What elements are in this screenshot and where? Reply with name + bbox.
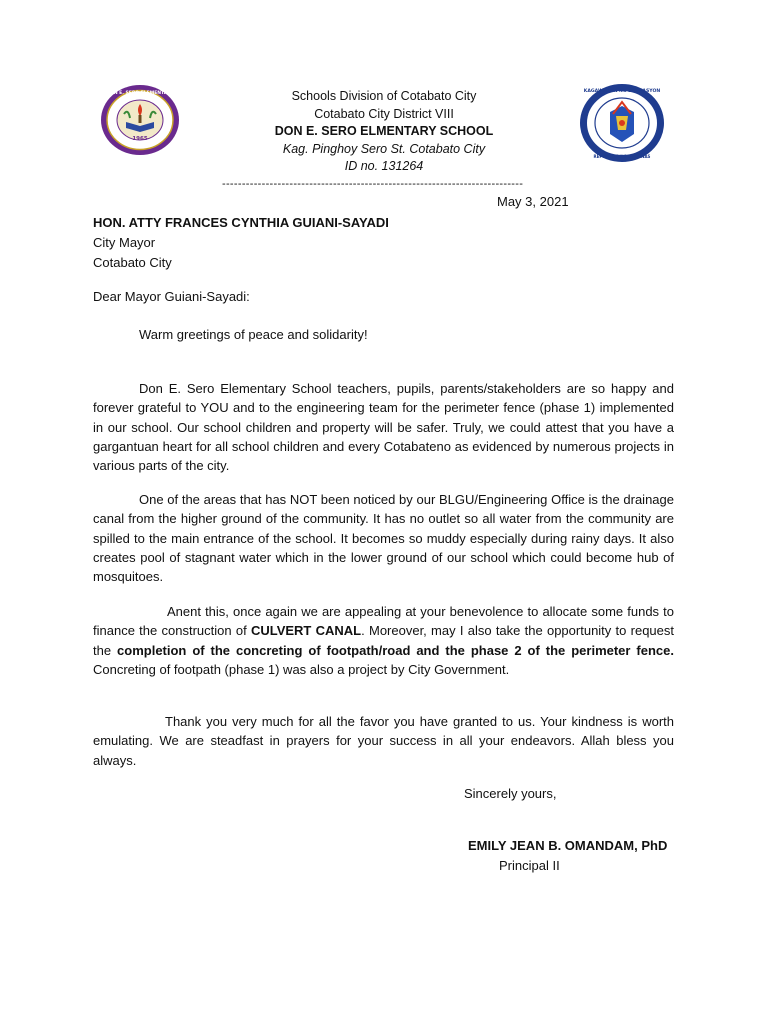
paragraph-thanks: Thank you very much for all the favor you have granted to us. Your kindness is worth emulating. We are steadfast in prayers for your success in all your endeavors. Allah bless you always. xyxy=(93,714,674,768)
letterhead-school-id: ID no. 131264 xyxy=(344,159,424,173)
deped-seal-logo xyxy=(580,84,664,162)
svg-text:DON E. SERO ELEMENTARY: DON E. SERO ELEMENTARY xyxy=(106,91,174,96)
request-text-c: . Moreover, may I also take the opportunity to request the xyxy=(93,623,675,658)
salutation: Dear Mayor Guiani-Sayadi: xyxy=(93,289,250,304)
recipient-block xyxy=(93,213,389,273)
signatory-name: EMILY JEAN B. OMANDAM, PhD xyxy=(468,838,668,853)
request-completion: completion of the concreting of footpath/road and the phase 2 of the perimeter fence. xyxy=(117,642,674,658)
signatory-title: Principal II xyxy=(499,858,560,873)
svg-text:KAGAWARAN NG EDUKASYON: KAGAWARAN NG EDUKASYON xyxy=(583,89,661,94)
seal-left-year: 1965 xyxy=(132,136,148,142)
closing: Sincerely yours, xyxy=(464,786,557,801)
letterhead-division: Schools Division of Cotabato City xyxy=(291,89,477,103)
recipient-name: HON. ATTY FRANCES CYNTHIA GUIANI-SAYADI xyxy=(93,215,389,230)
letter-date: May 3, 2021 xyxy=(497,194,569,209)
request-text-a: Anent this, once again we are appealing at your benevolence to allocate some funds to finance the construction of xyxy=(93,604,674,639)
paragraph-drainage-issue: One of the areas that has NOT been noticed by our BLGU/Engineering Office is the drainage canal from the higher ground of the community. It has no outlet so all water from the community are spilled to the main entrance of the school. It becomes so muddy especially during rainy days. It also creates pool of stagnant water which in the lower ground of our school which could become hub of mosquitoes. xyxy=(93,492,674,585)
letterhead-district: Cotabato City District VIII xyxy=(314,106,454,121)
recipient-city: Cotabato City xyxy=(93,255,172,270)
letterhead-address: Kag. Pinghoy Sero St. Cotabato City xyxy=(282,141,486,156)
letterhead-school-name: DON E. SERO ELMENTARY SCHOOL xyxy=(274,124,494,138)
request-text-e: Concreting of footpath (phase 1) was also a project by City Government. xyxy=(93,661,510,677)
school-seal-logo xyxy=(100,84,180,156)
svg-text:REPUBLIKA NG PILIPINAS: REPUBLIKA NG PILIPINAS xyxy=(593,154,651,159)
recipient-title: City Mayor xyxy=(93,235,156,250)
letterhead-separator: ---------------------------------------------------------------------------- xyxy=(222,178,524,190)
letterhead xyxy=(220,88,548,176)
request-culvert-canal: CULVERT CANAL xyxy=(250,623,362,639)
paragraph-gratitude: Don E. Sero Elementary School teachers, pupils, parents/stakeholders are so happy and forever grateful to YOU and to the engineering team for the perimeter fence (phase 1) implemented in our school. Our school children and property will be safer. Truly, we could attest that you have a gargantuan heart for all school children and every Cotabateno as evidenced by numerous projects in various parts of the city. xyxy=(93,381,674,474)
paragraph-request xyxy=(93,602,674,679)
greeting: Warm greetings of peace and solidarity! xyxy=(139,327,368,342)
